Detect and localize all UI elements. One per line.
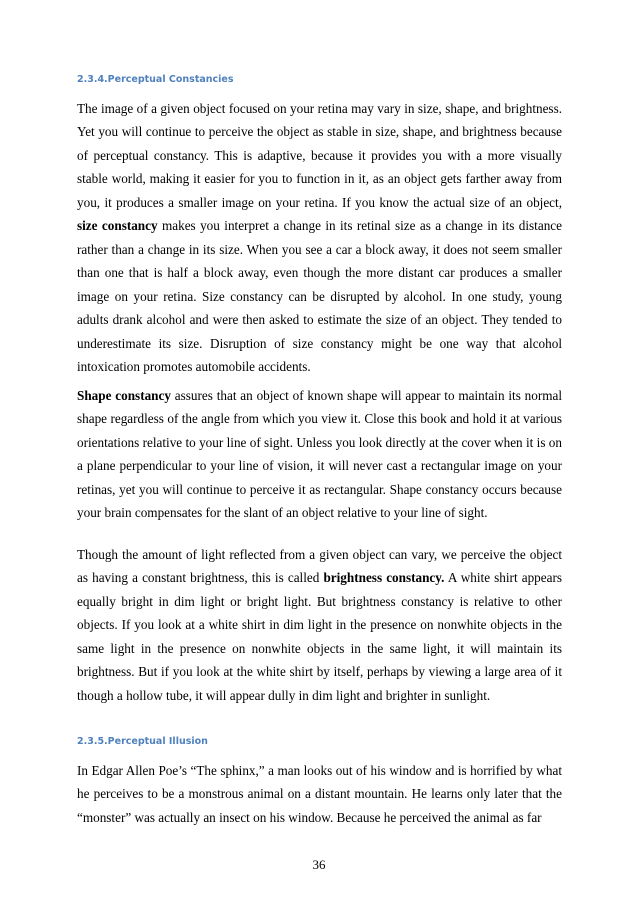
section-heading-perceptual-illusion: 2.3.5.Perceptual Illusion — [77, 736, 208, 747]
section-heading-perceptual-constancies: 2.3.4.Perceptual Constancies — [77, 74, 234, 85]
paragraph-text: makes you interpret a change in its retinal size as a change in its distance rather than a change in its size. When you see a car a block away, it does not seem smaller than one that is half a block away, even though the more distant car produces a smaller image on your retina. Size constancy can be disrupted by alcohol. In one study, young adults drank alcohol and were then asked to estimate the size of an object. They tended to underestimate its size. Disruption of size constancy might be one way that alcohol intoxication promotes automobile accidents. — [77, 218, 562, 374]
paragraph-text: assures that an object of known shape will appear to maintain its normal shape regardless of the angle from which you view it. Close this book and hold it at various orientations relative to your line of sight. Unless you look directly at the cover when it is on a plane perpendicular to your line of vision, it will never cast a rectangular image on your retinas, yet you will continue to perceive it as rectangular. Shape constancy occurs because your brain compensates for the slant of an object relative to your line of sight. — [77, 388, 563, 521]
paragraph-perceptual-illusion: In Edgar Allen Poe’s “The sphinx,” a man looks out of his window and is horrified by what he perceives to be a monstrous animal on a distant mountain. He learns only later that the “monster” was actually an insect on his window. Because he perceived the animal as far — [77, 763, 562, 825]
term-shape-constancy: Shape constancy — [77, 388, 171, 403]
term-size-constancy: size constancy — [77, 218, 158, 234]
paragraph-brightness-constancy — [77, 543, 562, 707]
paragraph-shape-constancy — [77, 384, 562, 525]
paragraph-size-constancy — [77, 97, 562, 378]
paragraph-text: Though the amount of light reflected from a given object can vary, we perceive the object as having a constant brightness, this is called — [77, 547, 562, 586]
page-number: 36 — [312, 857, 326, 872]
paragraph-text: A white shirt appears equally bright in dim light or bright light. But brightness constancy is relative to other objects. If you look at a white shirt in dim light in the presence on nonwhite objects in the same light in the presence on nonwhite objects in the same light, it will maintain its brightness. But if you look at the white shirt by itself, perhaps by viewing a large area of it though a hollow tube, it will appear dully in dim light and brighter in sunlight. — [77, 570, 562, 703]
paragraph-text: The image of a given object focused on your retina may vary in size, shape, and brightness. Yet you will continue to perceive the object as stable in size, shape, and brightness because of perceptual constancy. This is adaptive, because it provides you with a more visually stable world, making it easier for you to function in it, as an object gets farther away from you, it produces a smaller image on your retina. If you know the actual size of an object, — [77, 101, 562, 210]
term-brightness-constancy: brightness constancy. — [323, 570, 445, 586]
